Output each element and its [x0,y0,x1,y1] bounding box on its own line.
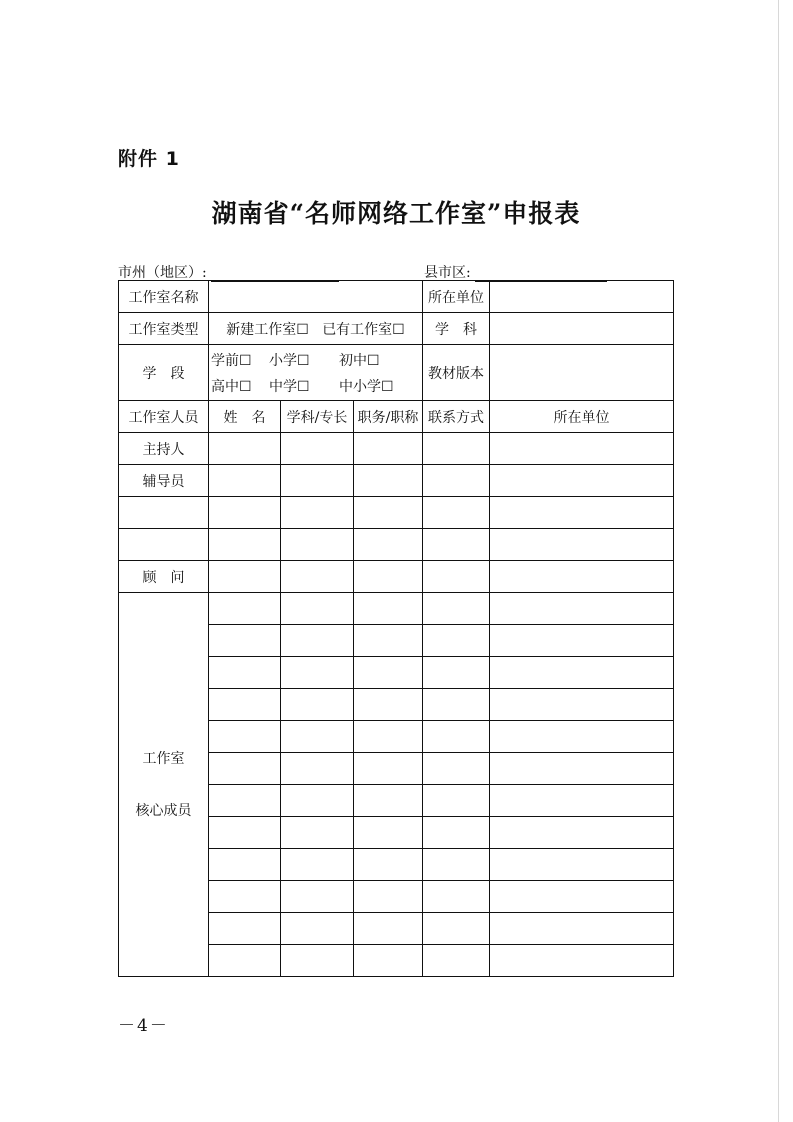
form-cell[interactable] [209,625,281,657]
form-cell[interactable] [423,913,490,945]
city-label: 市州（地区）: [118,265,207,281]
row-studio-type [119,313,674,345]
form-cell[interactable] [354,881,423,913]
form-cell[interactable] [423,881,490,913]
row-stage [119,345,674,401]
type-existing-checkbox[interactable]: 已有工作室☐ [322,321,405,338]
stage-primary-checkbox[interactable]: 小学☐ [269,352,310,369]
stage-label: 学 段 [119,345,209,401]
form-cell[interactable] [119,497,209,529]
form-cell[interactable] [423,465,490,497]
form-cell[interactable] [209,785,281,817]
form-cell[interactable] [423,849,490,881]
core-label-gap [119,772,208,798]
form-cell[interactable] [423,433,490,465]
form-cell[interactable] [423,657,490,689]
form-cell[interactable] [209,433,281,465]
form-cell[interactable] [354,753,423,785]
row-members-header [119,401,674,433]
col-subject-header: 学科/专长 [281,401,354,433]
form-cell[interactable] [490,433,674,465]
form-cell[interactable] [490,945,674,977]
form-cell[interactable] [209,593,281,625]
form-cell[interactable] [209,465,281,497]
members-header: 工作室人员 [119,401,209,433]
form-cell[interactable] [354,657,423,689]
form-cell[interactable] [281,881,354,913]
studio-type-options [209,313,423,345]
form-cell[interactable] [354,625,423,657]
form-cell[interactable] [281,561,354,593]
subject-cell[interactable] [490,313,674,345]
textbook-label: 教材版本 [423,345,490,401]
form-cell[interactable] [354,465,423,497]
form-cell[interactable] [354,561,423,593]
form-cell[interactable] [209,753,281,785]
unit-label: 所在单位 [423,281,490,313]
form-title: 湖南省“名师网络工作室”申报表 [211,199,581,228]
form-cell[interactable] [423,529,490,561]
form-cell[interactable] [490,721,674,753]
form-cell[interactable] [209,529,281,561]
form-cell[interactable] [490,657,674,689]
form-cell[interactable] [281,753,354,785]
subject-label: 学 科 [423,313,490,345]
form-cell[interactable] [354,689,423,721]
form-cell[interactable] [423,689,490,721]
stage-options [209,345,423,401]
form-cell[interactable] [281,625,354,657]
type-new-checkbox[interactable]: 新建工作室☐ [226,321,309,338]
page-number: －4－ [118,1016,169,1036]
form-cell[interactable] [490,593,674,625]
county-field-row [424,262,607,282]
form-cell[interactable] [490,849,674,881]
col-contact-header: 联系方式 [423,401,490,433]
stage-junior-checkbox[interactable]: 初中☐ [339,352,380,369]
form-cell[interactable] [423,625,490,657]
form-cell[interactable] [490,817,674,849]
core-label-line1: 工作室 [142,750,185,767]
form-cell[interactable] [209,913,281,945]
row-studio-name [119,281,674,313]
form-cell[interactable] [490,529,674,561]
form-cell[interactable] [119,529,209,561]
city-field-row [118,262,339,282]
form-cell[interactable] [354,849,423,881]
row-advisor [119,561,674,593]
form-cell[interactable] [490,465,674,497]
studio-name-label: 工作室名称 [119,281,209,313]
form-cell[interactable] [423,721,490,753]
studio-name-cell[interactable] [209,281,423,313]
form-cell[interactable] [281,945,354,977]
form-cell[interactable] [209,849,281,881]
form-cell[interactable] [209,945,281,977]
form-cell[interactable] [354,913,423,945]
form-cell[interactable] [281,593,354,625]
form-cell[interactable] [281,817,354,849]
form-cell[interactable] [209,657,281,689]
host-label: 主持人 [119,433,209,465]
form-cell[interactable] [354,945,423,977]
form-cell[interactable] [490,689,674,721]
form-cell[interactable] [354,593,423,625]
form-cell[interactable] [354,785,423,817]
form-cell[interactable] [354,497,423,529]
form-cell[interactable] [423,593,490,625]
form-cell[interactable] [354,433,423,465]
core-label-line2: 核心成员 [135,802,192,819]
form-cell[interactable] [423,497,490,529]
form-cell[interactable] [490,497,674,529]
form-cell[interactable] [281,689,354,721]
stage-preschool-checkbox[interactable]: 学前☐ [211,352,252,369]
tutor-label: 辅导员 [119,465,209,497]
form-cell[interactable] [354,529,423,561]
form-cell[interactable] [209,497,281,529]
form-cell[interactable] [490,913,674,945]
form-cell[interactable] [281,433,354,465]
advisor-label: 顾 问 [119,561,209,593]
row-host [119,433,674,465]
form-cell[interactable] [423,753,490,785]
form-cell[interactable] [281,657,354,689]
application-form-table [118,280,674,977]
col-unit-header: 所在单位 [490,401,674,433]
form-cell[interactable] [209,689,281,721]
row-blank [119,529,674,561]
unit-cell[interactable] [490,281,674,313]
col-position-header: 职务/职称 [354,401,423,433]
form-cell[interactable] [281,849,354,881]
col-name-header: 姓 名 [209,401,281,433]
form-cell[interactable] [281,913,354,945]
form-cell[interactable] [423,785,490,817]
studio-type-label: 工作室类型 [119,313,209,345]
form-cell[interactable] [490,753,674,785]
form-cell[interactable] [354,817,423,849]
form-cell[interactable] [281,465,354,497]
form-cell[interactable] [354,721,423,753]
page-edge-line [778,0,779,1122]
form-cell[interactable] [490,785,674,817]
stage-senior-checkbox[interactable]: 高中☐ [211,378,252,395]
stage-k12-checkbox[interactable]: 中小学☐ [339,378,394,395]
form-cell[interactable] [490,561,674,593]
form-cell[interactable] [490,625,674,657]
form-cell[interactable] [281,785,354,817]
form-cell[interactable] [281,721,354,753]
form-cell[interactable] [490,881,674,913]
attachment-label: 附件 1 [118,148,180,170]
form-cell[interactable] [281,497,354,529]
form-cell[interactable] [209,817,281,849]
form-cell[interactable] [209,561,281,593]
stage-middle-checkbox[interactable]: 中学☐ [269,378,310,395]
textbook-cell[interactable] [490,345,674,401]
form-cell[interactable] [209,881,281,913]
row-tutor [119,465,674,497]
form-cell[interactable] [423,945,490,977]
form-cell[interactable] [281,529,354,561]
form-cell[interactable] [423,561,490,593]
county-label: 县市区: [424,265,471,281]
row-core-member [119,593,674,625]
form-cell[interactable] [209,721,281,753]
row-blank [119,497,674,529]
form-cell[interactable] [423,817,490,849]
core-members-label [119,593,209,977]
